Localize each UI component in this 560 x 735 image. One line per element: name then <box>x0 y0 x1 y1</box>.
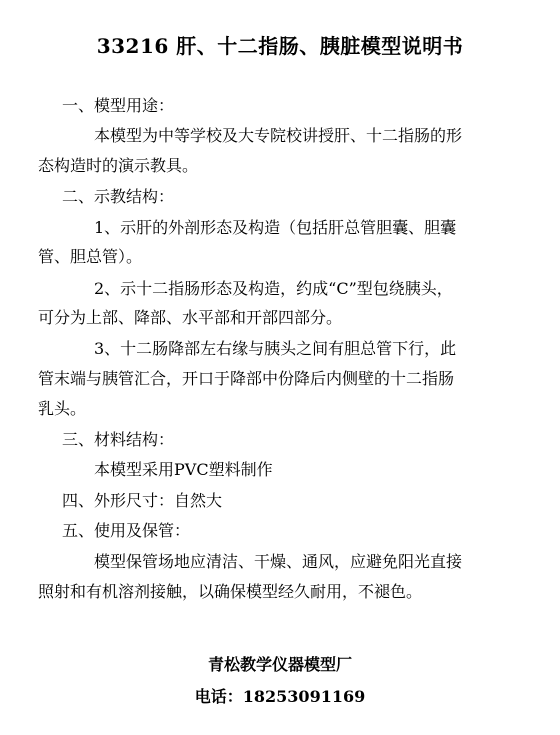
paragraph-line: 可分为上部、降部、水平部和开部四部分。 <box>38 308 343 327</box>
section-heading-material: 三、材料结构： <box>62 430 175 449</box>
paragraph-line: 照射和有机溶剂接触，以确保模型经久耐用，不褪色。 <box>38 582 423 601</box>
paragraph-line: 2、示十二指肠形态及构造，约成“C”型包绕胰头， <box>94 279 453 298</box>
paragraph-line: 管、胆总管）。 <box>38 247 143 266</box>
paragraph-line: 本模型采用PVC塑料制作 <box>94 460 273 479</box>
section-heading-usage: 五、使用及保管： <box>62 521 191 540</box>
paragraph-line: 本模型为中等学校及大专院校讲授肝、十二指肠的形 <box>94 126 463 145</box>
section-heading-purpose: 一、模型用途： <box>62 96 175 115</box>
section-heading-size: 四、外形尺寸：自然大 <box>62 491 223 510</box>
paragraph-line: 态构造时的演示教具。 <box>38 156 199 175</box>
paragraph-line: 乳头。 <box>38 399 87 418</box>
paragraph-line: 3、十二肠降部左右缘与胰头之间有胆总管下行，此 <box>94 339 457 358</box>
company-name: 青松教学仪器模型厂 <box>207 655 352 674</box>
paragraph-line: 管末端与胰管汇合，开口于降部中份降后内侧壁的十二指肠 <box>38 369 455 388</box>
paragraph-line: 模型保管场地应清洁、干燥、通风，应避免阳光直接 <box>94 552 463 571</box>
document-title: 33216 肝、十二指肠、胰脏模型说明书 <box>96 34 464 58</box>
company-phone: 电话：18253091169 <box>194 687 366 706</box>
paragraph-line: 1、示肝的外剖形态及构造（包括肝总管胆囊、胆囊 <box>94 218 457 237</box>
section-heading-structure: 二、示教结构： <box>62 187 175 206</box>
